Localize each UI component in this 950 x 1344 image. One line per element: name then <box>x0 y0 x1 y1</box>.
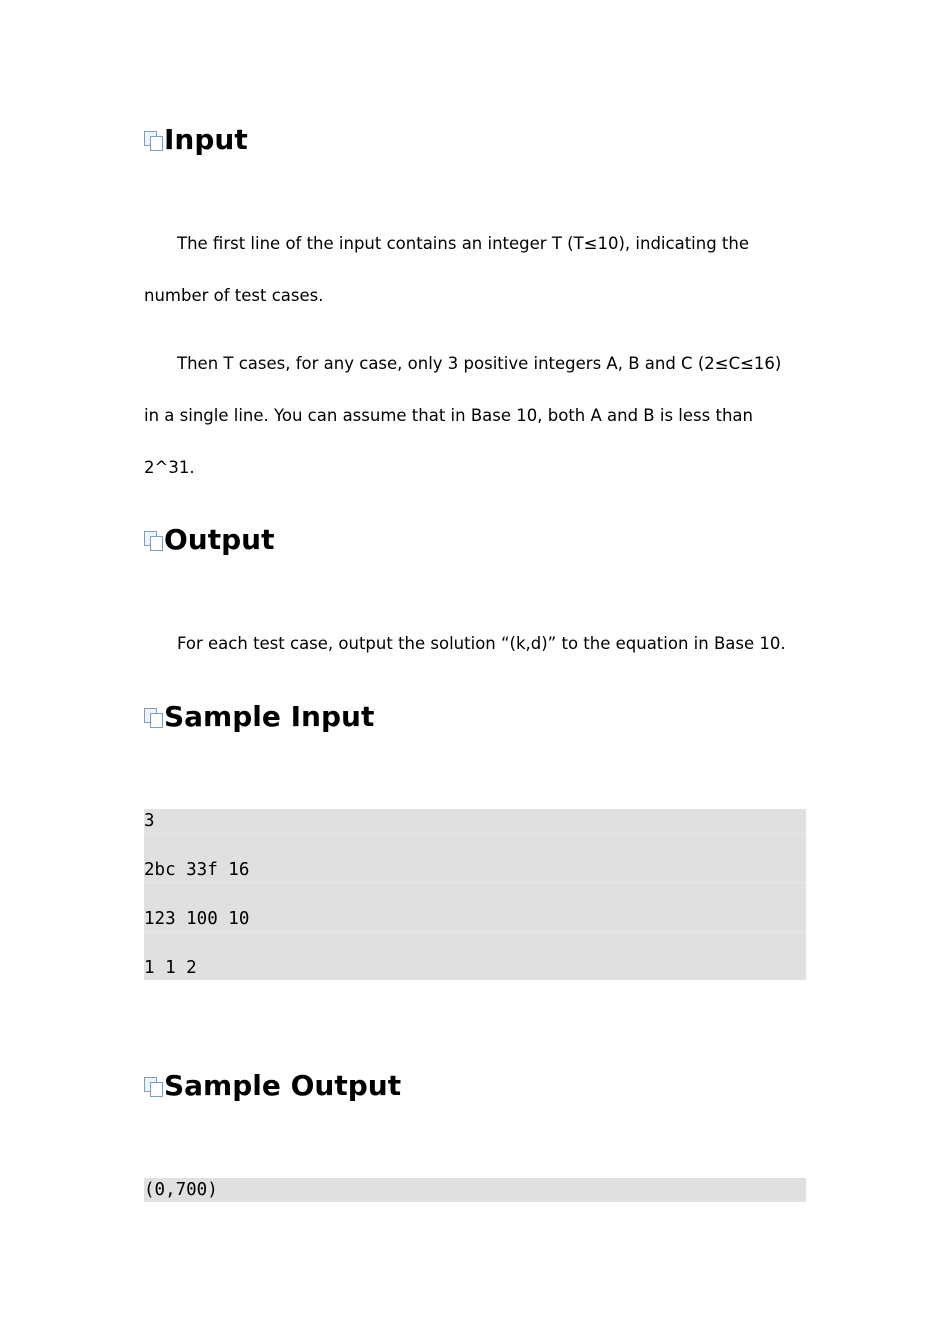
sample-input-code-block <box>144 809 806 980</box>
output-description <box>144 618 806 670</box>
sample-input-line: 2bc 33f 16 <box>144 860 250 880</box>
output-title: Output <box>164 523 275 556</box>
input-p2-line3: 2^31. <box>144 458 195 477</box>
document-copy-icon <box>144 1076 163 1096</box>
sample-input-line: 123 100 10 <box>144 909 250 929</box>
sample-output-code-block <box>144 1178 806 1202</box>
sample-input-line: 1 1 2 <box>144 958 197 978</box>
input-p1-line2: number of test cases. <box>144 286 324 305</box>
document-copy-icon <box>144 707 163 727</box>
output-heading <box>144 524 274 556</box>
document-copy-icon <box>144 530 163 550</box>
sample-output-title: Sample Output <box>164 1069 402 1102</box>
sample-output-line: (0,700) <box>144 1180 218 1200</box>
sample-output-heading <box>144 1070 401 1102</box>
input-description-2 <box>144 338 806 494</box>
input-title: Input <box>164 123 248 156</box>
document-copy-icon <box>144 130 163 150</box>
input-p1-line1: The first line of the input contains an integer T (T≤10), indicating the <box>177 234 749 253</box>
input-p2-line2: in a single line. You can assume that in Base 10, both A and B is less than <box>144 406 753 425</box>
input-heading <box>144 124 248 156</box>
input-p2-line1: Then T cases, for any case, only 3 positive integers A, B and C (2≤C≤16) <box>177 354 782 373</box>
input-description-1 <box>144 218 806 322</box>
sample-input-line: 3 <box>144 811 155 831</box>
sample-input-title: Sample Input <box>164 700 375 733</box>
sample-input-heading <box>144 701 374 733</box>
output-p1-line1: For each test case, output the solution “(k,d)” to the equation in Base 10. <box>177 634 786 653</box>
